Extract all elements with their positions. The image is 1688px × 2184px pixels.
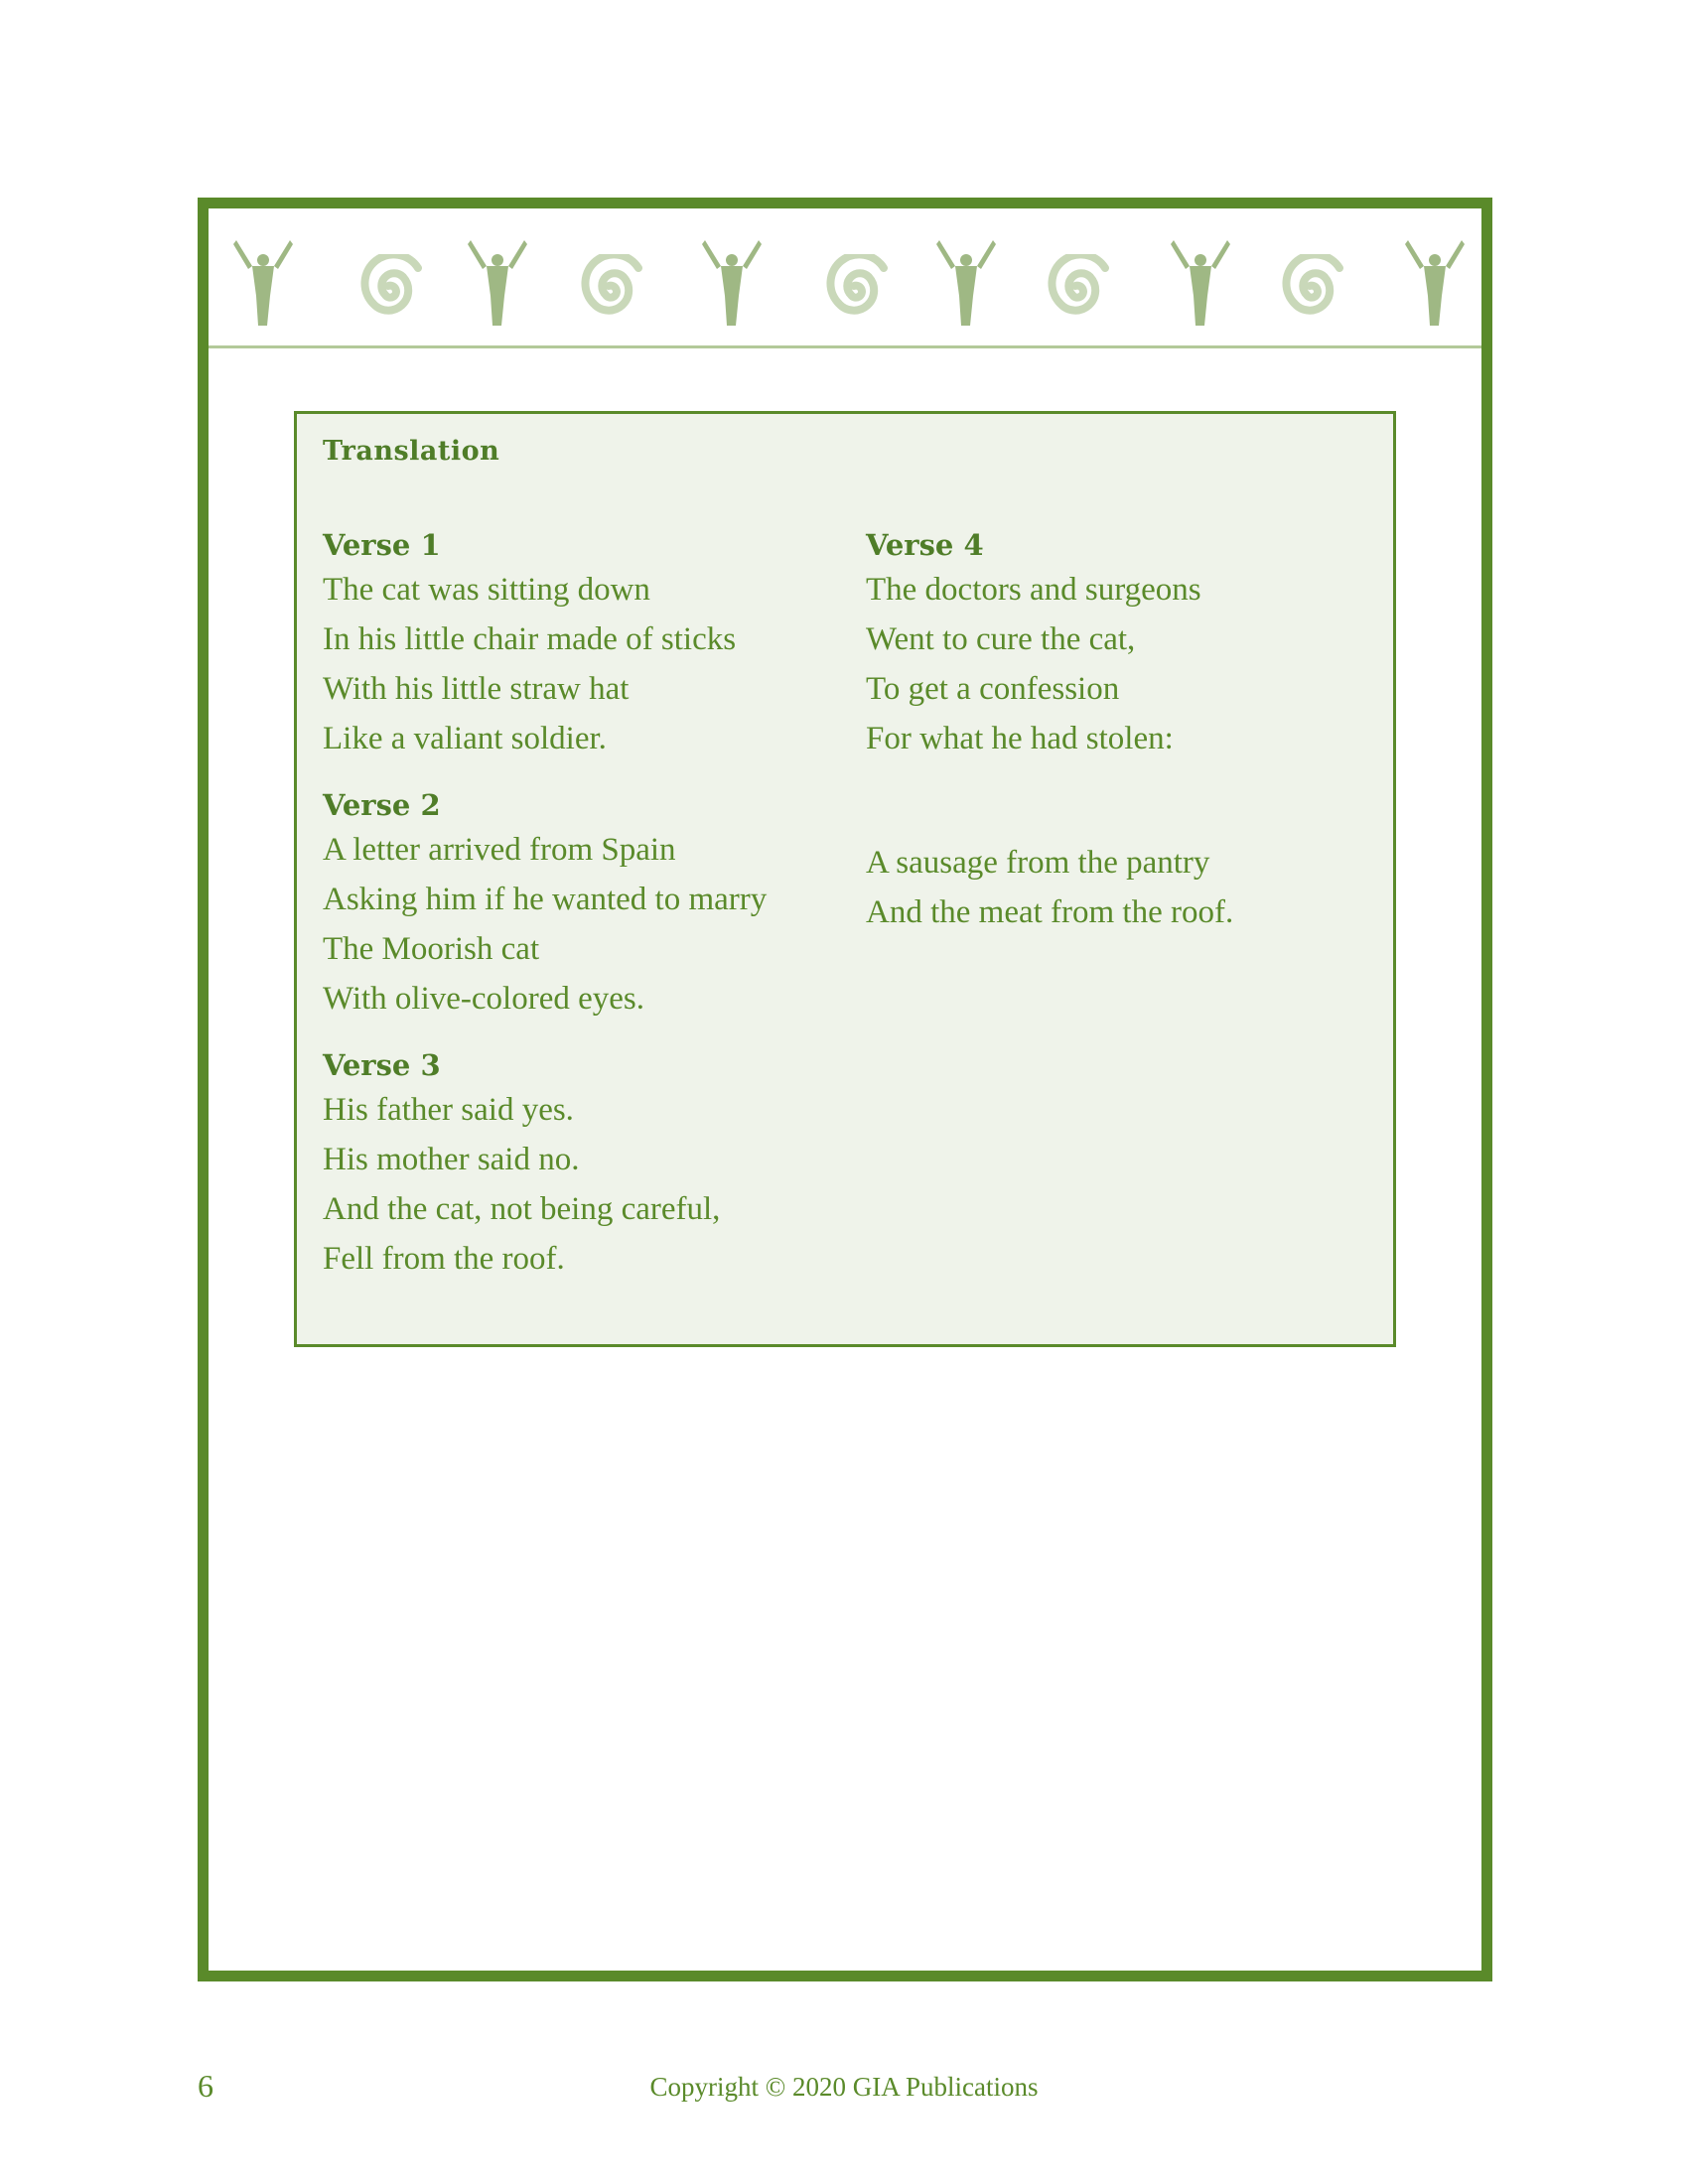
verse-line: And the cat, not being careful, [323,1191,721,1227]
verse-line: Fell from the roof. [323,1241,565,1277]
spiral-icon [355,254,427,326]
verse-line: In his little chair made of sticks [323,621,737,657]
figure-icon [1168,238,1233,328]
figure-icon [1402,238,1468,328]
refrain-line: And the meat from the roof. [866,894,1234,930]
right-column [866,525,1233,959]
spiral-icon [576,254,647,326]
translation-box [294,411,1396,1347]
verse-line: A letter arrived from Spain [323,832,676,868]
stanza-gap [866,763,1233,838]
decorative-border [209,208,1481,348]
figure-icon [230,238,296,328]
verse-block [323,1045,767,1284]
spiral-icon [1277,254,1348,326]
figure-icon [699,238,765,328]
verse-line: Went to cure the cat, [866,621,1136,657]
verse-block [323,785,767,1024]
spiral-icon [1043,254,1114,326]
left-column [323,525,767,1305]
verse-line: With olive-colored eyes. [323,981,644,1017]
verse-line: For what he had stolen: [866,721,1174,756]
verse-line: To get a confession [866,671,1120,707]
verse-block [866,525,1233,937]
verse-heading: Verse 1 [323,528,441,562]
verse-block [323,525,767,763]
verse-line: Like a valiant soldier. [323,721,607,756]
page-number: 6 [198,2068,213,2104]
verse-heading: Verse 4 [866,528,984,562]
figure-icon [465,238,530,328]
verse-line: His mother said no. [323,1142,580,1177]
verse-heading: Verse 2 [323,788,441,822]
verse-line: Asking him if he wanted to marry [323,882,768,917]
figure-icon [933,238,999,328]
verse-line: His father said yes. [323,1092,574,1128]
verse-line: The doctors and surgeons [866,572,1201,608]
verse-heading: Verse 3 [323,1048,441,1082]
refrain-line: A sausage from the pantry [866,845,1210,881]
copyright-notice: Copyright © 2020 GIA Publications [649,2072,1039,2102]
verse-line: The cat was sitting down [323,572,650,608]
verse-line: The Moorish cat [323,931,540,967]
spiral-icon [821,254,893,326]
translation-title: Translation [323,436,500,467]
verse-line: With his little straw hat [323,671,630,707]
